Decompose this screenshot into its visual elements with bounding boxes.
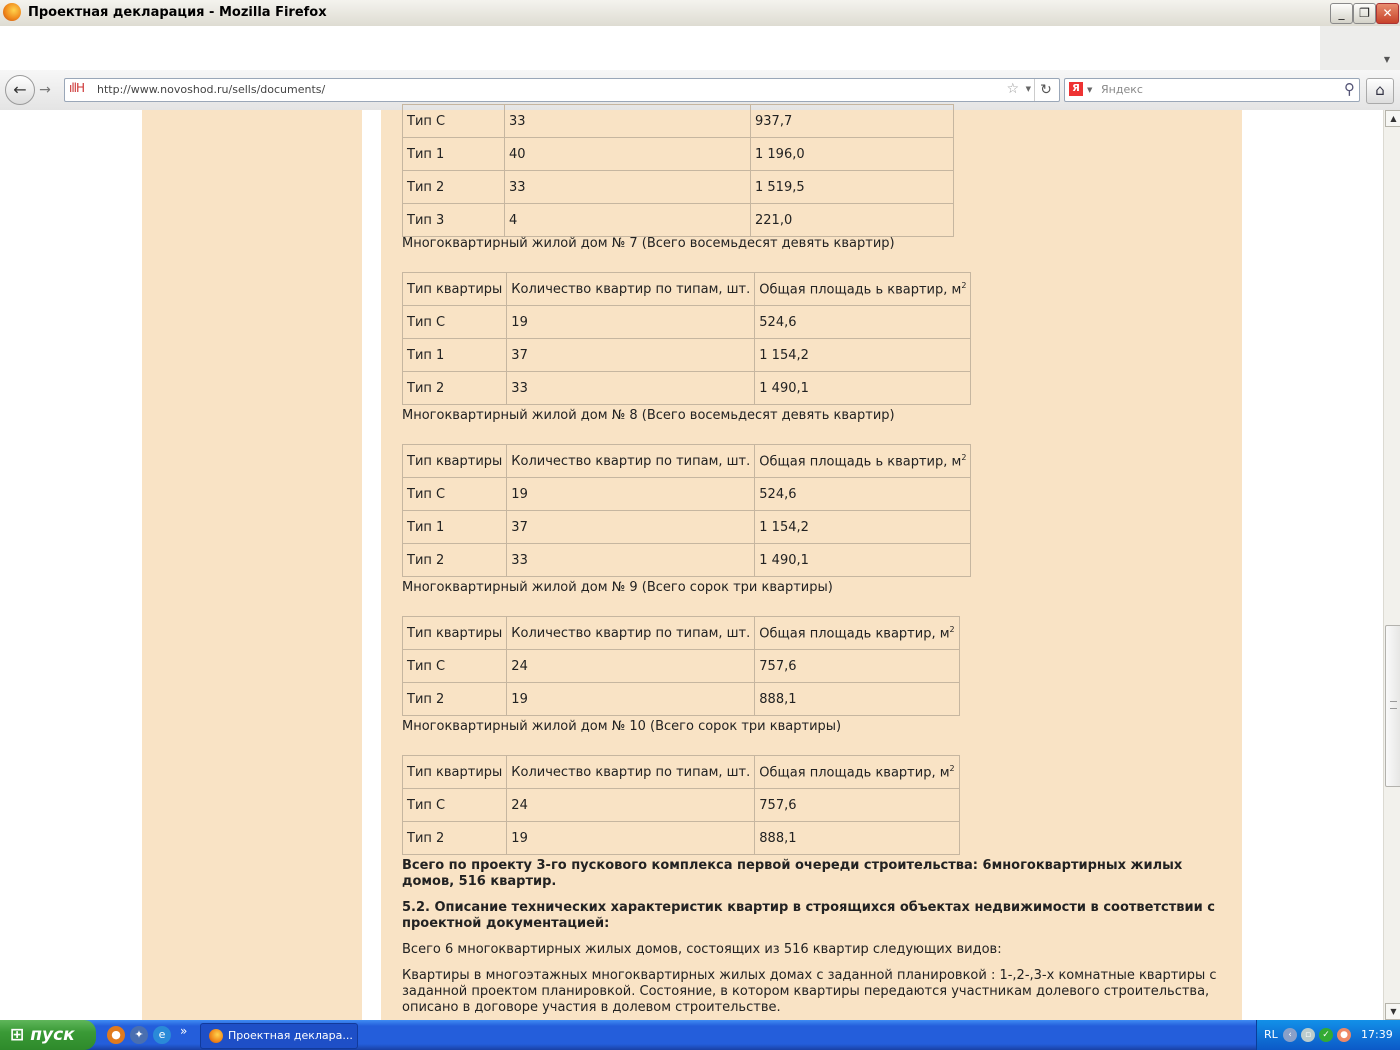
tray-network-icon[interactable]: ▫	[1301, 1028, 1315, 1042]
table-cell: 1 519,5	[751, 171, 954, 204]
table-cell: Тип 1	[403, 138, 505, 171]
table-cell: Тип 2	[403, 544, 507, 577]
yandex-engine-icon[interactable]: Я	[1069, 82, 1083, 96]
table-row	[403, 204, 954, 237]
table-cell: Тип квартиры	[403, 617, 507, 650]
toolbar-overflow[interactable]	[1320, 26, 1400, 70]
table-cell: 757,6	[755, 650, 959, 683]
task-label: Проектная деклара...	[228, 1029, 353, 1042]
table-cell: 33	[505, 105, 751, 138]
table-cell: 757,6	[755, 789, 959, 822]
table-cell: 24	[507, 789, 755, 822]
table-cell: Тип С	[403, 105, 505, 138]
table-cell: Тип 2	[403, 683, 507, 716]
search-input[interactable]: Яндекс	[1101, 83, 1143, 96]
table-cell: 37	[507, 511, 755, 544]
back-button[interactable]: ←	[5, 75, 35, 105]
language-indicator[interactable]: RL	[1264, 1028, 1278, 1041]
table-row	[403, 822, 960, 855]
quicklaunch-firefox-icon[interactable]: ●	[107, 1026, 125, 1044]
engine-dropdown-icon[interactable]: ▼	[1087, 86, 1093, 94]
table-row	[403, 544, 971, 577]
table-cell: Общая площадь квартир, $м^2$	[755, 756, 959, 789]
house-9-caption: Многоквартирный жилой дом № 9 (Всего сорок три квартиры)	[402, 580, 833, 595]
window-title: Проектная декларация - Mozilla Firefox	[28, 5, 327, 20]
system-tray	[1256, 1020, 1400, 1050]
firefox-icon	[209, 1029, 223, 1043]
house-9-table	[402, 616, 960, 716]
table-cell: 19	[507, 306, 755, 339]
house-8-caption: Многоквартирный жилой дом № 8 (Всего восемьдесят девять квартир)	[402, 408, 895, 423]
description-text: Квартиры в многоэтажных многоквартирных жилых домах с заданной планировкой : 1-,2-,3-х комнатные квартиры с заданной проектом планировкой. Состояние, в котором квартиры передаются участникам долевого строительства, описано в договоре участия в долевом строительстве.	[402, 968, 1217, 1015]
table-header-row	[403, 756, 960, 789]
start-label: пуск	[30, 1025, 75, 1045]
table-header-row	[403, 445, 971, 478]
table-row	[403, 511, 971, 544]
windows-logo-icon: ⊞	[10, 1025, 25, 1045]
table-cell: Количество квартир по типам, шт.	[507, 273, 755, 306]
menu-toolbar-area	[0, 26, 1320, 71]
table-cell: 1 154,2	[755, 511, 971, 544]
house-10-table	[402, 755, 960, 855]
table-cell: Количество квартир по типам, шт.	[507, 756, 755, 789]
site-identity-icon[interactable]: ıllH	[69, 81, 85, 95]
left-sidebar-column	[142, 110, 362, 1020]
table-cell: 19	[507, 478, 755, 511]
clock: 17:39	[1361, 1028, 1393, 1041]
section-5-2-heading: 5.2. Описание технических характеристик квартир в строящихся объектах недвижимости в соответствии с проектной документацией:	[402, 900, 1215, 931]
reload-button[interactable]: ↻	[1034, 79, 1057, 101]
table-cell: 19	[507, 822, 755, 855]
table-cell: 888,1	[755, 822, 959, 855]
table-cell: Тип 1	[403, 511, 507, 544]
table-row	[403, 138, 954, 171]
minimize-button[interactable]: _	[1330, 3, 1353, 24]
table-cell: Тип С	[403, 650, 507, 683]
house-7-caption: Многоквартирный жилой дом № 7 (Всего восемьдесят девять квартир)	[402, 236, 895, 251]
start-button[interactable]	[0, 1020, 96, 1050]
table-cell: 1 490,1	[755, 372, 971, 405]
bookmark-star-icon[interactable]: ☆	[1006, 81, 1019, 97]
table-row	[403, 171, 954, 204]
scroll-up-button[interactable]: ▲	[1385, 110, 1400, 127]
firefox-logo-icon	[3, 3, 21, 21]
table-cell: Тип 1	[403, 339, 507, 372]
table-cell: Тип С	[403, 306, 507, 339]
table-cell: Тип квартиры	[403, 273, 507, 306]
table-cell: Количество квартир по типам, шт.	[507, 617, 755, 650]
table-cell: 33	[507, 544, 755, 577]
quicklaunch-overflow-icon[interactable]: »	[180, 1024, 188, 1038]
table-cell: Тип С	[403, 789, 507, 822]
table-cell: 19	[507, 683, 755, 716]
table-header-row	[403, 617, 960, 650]
table-row	[403, 372, 971, 405]
maximize-button[interactable]: ❐	[1353, 3, 1376, 24]
summary-text: Всего 6 многоквартирных жилых домов, состоящих из 516 квартир следующих видов:	[402, 942, 1002, 957]
table-row	[403, 339, 971, 372]
table-header-row	[403, 273, 971, 306]
tray-antivirus-icon[interactable]: ●	[1337, 1028, 1351, 1042]
project-total-text: Всего по проекту 3-го пускового комплекса первой очереди строительства: 6многоквартирных жилых домов, 516 квартир.	[402, 858, 1183, 889]
table-cell: Тип С	[403, 478, 507, 511]
url-text[interactable]: http://www.novoshod.ru/sells/documents/	[97, 83, 326, 96]
table-cell: 1 196,0	[751, 138, 954, 171]
table-cell: 40	[505, 138, 751, 171]
scroll-down-button[interactable]: ▼	[1385, 1003, 1400, 1020]
table-cell: 1 154,2	[755, 339, 971, 372]
table-cell: Тип 2	[403, 372, 507, 405]
taskbar-firefox-window[interactable]	[200, 1023, 358, 1049]
vertical-scrollbar[interactable]	[1383, 110, 1400, 1020]
house-8-table	[402, 444, 971, 577]
table-cell: Общая площадь квартир, $м^2$	[755, 617, 959, 650]
table-cell: 888,1	[755, 683, 959, 716]
search-bar[interactable]	[1064, 78, 1360, 102]
table-cell: 33	[507, 372, 755, 405]
grip-icon	[1390, 701, 1397, 709]
table-cell: 1 490,1	[755, 544, 971, 577]
table-cell: Общая площадь ь квартир, $м^2$	[755, 273, 971, 306]
home-button[interactable]: ⌂	[1366, 78, 1394, 104]
table-cell: Тип квартиры	[403, 445, 507, 478]
house-6-table	[402, 104, 954, 237]
forward-button[interactable]: →	[39, 82, 51, 98]
table-row	[403, 650, 960, 683]
table-row	[403, 306, 971, 339]
table-row	[403, 789, 960, 822]
table-cell: 524,6	[755, 306, 971, 339]
chevron-down-icon[interactable]: ▼	[1383, 55, 1390, 64]
table-cell: 221,0	[751, 204, 954, 237]
table-cell: 24	[507, 650, 755, 683]
window-titlebar[interactable]	[0, 0, 1400, 27]
table-row	[403, 478, 971, 511]
tray-expand-icon[interactable]: ‹	[1283, 1028, 1297, 1042]
url-history-dropdown-icon[interactable]: ▼	[1025, 85, 1031, 93]
table-cell: 4	[505, 204, 751, 237]
table-cell: Тип 2	[403, 171, 505, 204]
url-bar[interactable]	[64, 78, 1060, 102]
table-cell: 524,6	[755, 478, 971, 511]
table-cell: 33	[505, 171, 751, 204]
tray-security-icon[interactable]: ✓	[1319, 1028, 1333, 1042]
house-7-table	[402, 272, 971, 405]
table-cell: 37	[507, 339, 755, 372]
quicklaunch-app-icon[interactable]: ✦	[130, 1026, 148, 1044]
table-cell: 937,7	[751, 105, 954, 138]
table-cell: Тип квартиры	[403, 756, 507, 789]
quicklaunch-ie-icon[interactable]: e	[153, 1026, 171, 1044]
windows-taskbar	[0, 1020, 1400, 1050]
house-10-caption: Многоквартирный жилой дом № 10 (Всего сорок три квартиры)	[402, 719, 842, 734]
table-cell: Количество квартир по типам, шт.	[507, 445, 755, 478]
table-cell: Общая площадь ь квартир, $м^2$	[755, 445, 971, 478]
table-cell: Тип 3	[403, 204, 505, 237]
close-button[interactable]: ✕	[1376, 3, 1399, 24]
search-magnifier-icon[interactable]: ⚲	[1344, 80, 1355, 98]
table-cell: Тип 2	[403, 822, 507, 855]
table-row	[403, 105, 954, 138]
scrollbar-thumb[interactable]	[1385, 625, 1400, 787]
table-row	[403, 683, 960, 716]
